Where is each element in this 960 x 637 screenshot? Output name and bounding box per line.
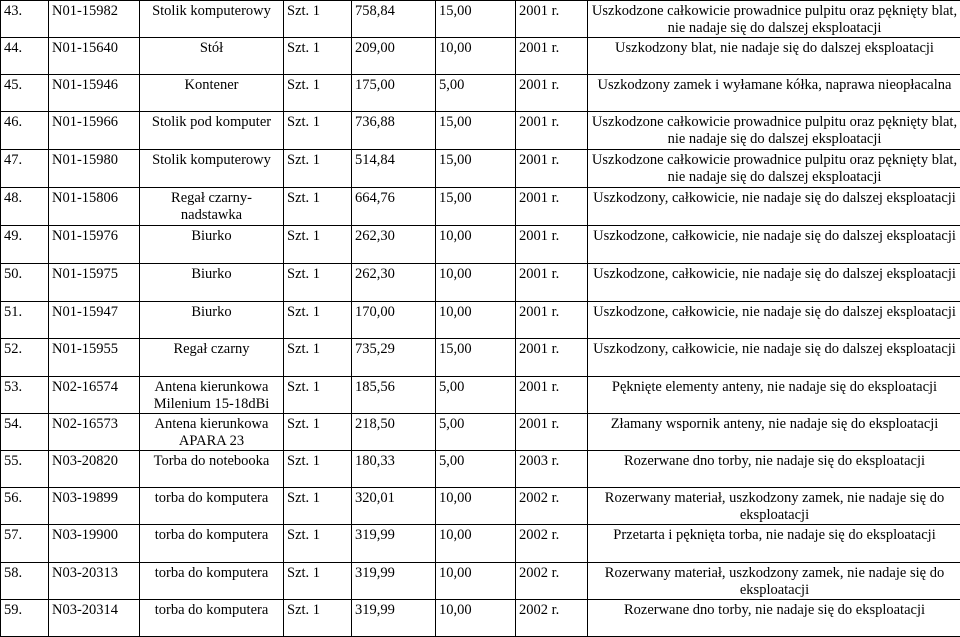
item-name: Antena kierunkowa Milenium 15-18dBi	[140, 377, 284, 414]
unit-quantity: Szt. 1	[284, 38, 352, 75]
table-row	[1, 75, 960, 112]
item-value: 735,29	[352, 339, 436, 377]
inventory-number: N02-16574	[49, 377, 140, 414]
acquisition-year: 2001 r.	[516, 226, 588, 264]
item-name: torba do komputera	[140, 488, 284, 525]
item-name: Torba do notebooka	[140, 451, 284, 488]
damage-description: Przetarta i pęknięta torba, nie nadaje się do eksploatacji	[588, 525, 960, 563]
row-number: 44.	[1, 38, 49, 75]
table-row	[1, 377, 960, 414]
inventory-number: N01-15975	[49, 264, 140, 302]
table-row	[1, 525, 960, 563]
inventory-number: N03-19900	[49, 525, 140, 563]
inventory-number: N01-15966	[49, 112, 140, 150]
unit-quantity: Szt. 1	[284, 188, 352, 226]
inventory-number: N01-15640	[49, 38, 140, 75]
depreciation-rate: 15,00	[436, 112, 516, 150]
row-number: 47.	[1, 150, 49, 188]
damage-description: Pęknięte elementy anteny, nie nadaje się do eksploatacji	[588, 377, 960, 414]
depreciation-rate: 10,00	[436, 488, 516, 525]
acquisition-year: 2001 r.	[516, 75, 588, 112]
unit-quantity: Szt. 1	[284, 525, 352, 563]
damage-description: Rozerwane dno torby, nie nadaje się do eksploatacji	[588, 451, 960, 488]
item-name: Stolik komputerowy	[140, 150, 284, 188]
acquisition-year: 2002 r.	[516, 600, 588, 637]
item-name: Regał czarny	[140, 339, 284, 377]
acquisition-year: 2001 r.	[516, 414, 588, 451]
damage-description: Uszkodzony, całkowicie, nie nadaje się do dalszej eksploatacji	[588, 188, 960, 226]
item-value: 664,76	[352, 188, 436, 226]
item-value: 758,84	[352, 1, 436, 38]
unit-quantity: Szt. 1	[284, 563, 352, 600]
item-name: Biurko	[140, 226, 284, 264]
item-value: 320,01	[352, 488, 436, 525]
item-name: Stolik komputerowy	[140, 1, 284, 38]
row-number: 52.	[1, 339, 49, 377]
unit-quantity: Szt. 1	[284, 302, 352, 339]
table-row	[1, 38, 960, 75]
unit-quantity: Szt. 1	[284, 75, 352, 112]
table-row	[1, 563, 960, 600]
unit-quantity: Szt. 1	[284, 112, 352, 150]
item-name: Stół	[140, 38, 284, 75]
depreciation-rate: 10,00	[436, 226, 516, 264]
row-number: 51.	[1, 302, 49, 339]
row-number: 55.	[1, 451, 49, 488]
row-number: 57.	[1, 525, 49, 563]
acquisition-year: 2001 r.	[516, 112, 588, 150]
damage-description: Rozerwany materiał, uszkodzony zamek, nie nadaje się do eksploatacji	[588, 488, 960, 525]
damage-description: Uszkodzone, całkowicie, nie nadaje się do dalszej eksploatacji	[588, 302, 960, 339]
acquisition-year: 2001 r.	[516, 1, 588, 38]
table-row	[1, 1, 960, 38]
item-value: 262,30	[352, 226, 436, 264]
table-row	[1, 188, 960, 226]
inventory-number: N01-15955	[49, 339, 140, 377]
item-value: 262,30	[352, 264, 436, 302]
damage-description: Uszkodzone całkowicie prowadnice pulpitu oraz pęknięty blat, nie nadaje się do dalszej eksploatacji	[588, 1, 960, 38]
depreciation-rate: 10,00	[436, 38, 516, 75]
inventory-number: N01-15947	[49, 302, 140, 339]
inventory-number: N03-20820	[49, 451, 140, 488]
depreciation-rate: 15,00	[436, 188, 516, 226]
table-row	[1, 600, 960, 637]
depreciation-rate: 15,00	[436, 1, 516, 38]
item-value: 319,99	[352, 563, 436, 600]
damage-description: Uszkodzone, całkowicie, nie nadaje się do dalszej eksploatacji	[588, 264, 960, 302]
row-number: 50.	[1, 264, 49, 302]
depreciation-rate: 15,00	[436, 150, 516, 188]
depreciation-rate: 10,00	[436, 600, 516, 637]
acquisition-year: 2001 r.	[516, 339, 588, 377]
row-number: 59.	[1, 600, 49, 637]
acquisition-year: 2002 r.	[516, 525, 588, 563]
table-row	[1, 488, 960, 525]
acquisition-year: 2001 r.	[516, 38, 588, 75]
depreciation-rate: 5,00	[436, 377, 516, 414]
table-row	[1, 150, 960, 188]
acquisition-year: 2001 r.	[516, 377, 588, 414]
acquisition-year: 2002 r.	[516, 488, 588, 525]
item-value: 319,99	[352, 600, 436, 637]
inventory-number: N03-19899	[49, 488, 140, 525]
depreciation-rate: 10,00	[436, 525, 516, 563]
damage-description: Uszkodzone, całkowicie, nie nadaje się do dalszej eksploatacji	[588, 226, 960, 264]
row-number: 58.	[1, 563, 49, 600]
table-row	[1, 451, 960, 488]
unit-quantity: Szt. 1	[284, 150, 352, 188]
row-number: 48.	[1, 188, 49, 226]
item-name: Biurko	[140, 264, 284, 302]
item-name: Stolik pod komputer	[140, 112, 284, 150]
item-value: 185,56	[352, 377, 436, 414]
item-value: 180,33	[352, 451, 436, 488]
depreciation-rate: 5,00	[436, 75, 516, 112]
item-name: Biurko	[140, 302, 284, 339]
unit-quantity: Szt. 1	[284, 377, 352, 414]
table-row	[1, 302, 960, 339]
depreciation-rate: 5,00	[436, 414, 516, 451]
unit-quantity: Szt. 1	[284, 226, 352, 264]
damage-description: Uszkodzony blat, nie nadaje się do dalszej eksploatacji	[588, 38, 960, 75]
unit-quantity: Szt. 1	[284, 1, 352, 38]
item-value: 170,00	[352, 302, 436, 339]
acquisition-year: 2001 r.	[516, 188, 588, 226]
damage-description: Uszkodzone całkowicie prowadnice pulpitu oraz pęknięty blat, nie nadaje się do dalszej eksploatacji	[588, 112, 960, 150]
damage-description: Uszkodzone całkowicie prowadnice pulpitu oraz pęknięty blat, nie nadaje się do dalszej eksploatacji	[588, 150, 960, 188]
inventory-number: N02-16573	[49, 414, 140, 451]
item-name: Antena kierunkowa APARA 23	[140, 414, 284, 451]
unit-quantity: Szt. 1	[284, 488, 352, 525]
depreciation-rate: 15,00	[436, 339, 516, 377]
item-name: torba do komputera	[140, 563, 284, 600]
unit-quantity: Szt. 1	[284, 339, 352, 377]
item-name: Regał czarny-nadstawka	[140, 188, 284, 226]
inventory-number: N01-15980	[49, 150, 140, 188]
inventory-number: N01-15806	[49, 188, 140, 226]
inventory-number: N03-20314	[49, 600, 140, 637]
depreciation-rate: 10,00	[436, 563, 516, 600]
unit-quantity: Szt. 1	[284, 600, 352, 637]
acquisition-year: 2003 r.	[516, 451, 588, 488]
item-name: Kontener	[140, 75, 284, 112]
table-row	[1, 112, 960, 150]
item-value: 209,00	[352, 38, 436, 75]
damage-description: Uszkodzony zamek i wyłamane kółka, naprawa nieopłacalna	[588, 75, 960, 112]
item-value: 175,00	[352, 75, 436, 112]
item-value: 514,84	[352, 150, 436, 188]
row-number: 46.	[1, 112, 49, 150]
table-row	[1, 226, 960, 264]
table-row	[1, 339, 960, 377]
damage-description: Rozerwane dno torby, nie nadaje się do eksploatacji	[588, 600, 960, 637]
row-number: 45.	[1, 75, 49, 112]
inventory-number: N01-15982	[49, 1, 140, 38]
item-name: torba do komputera	[140, 600, 284, 637]
row-number: 54.	[1, 414, 49, 451]
row-number: 53.	[1, 377, 49, 414]
row-number: 49.	[1, 226, 49, 264]
damage-description: Rozerwany materiał, uszkodzony zamek, nie nadaje się do eksploatacji	[588, 563, 960, 600]
item-value: 319,99	[352, 525, 436, 563]
table-row	[1, 264, 960, 302]
item-name: torba do komputera	[140, 525, 284, 563]
row-number: 43.	[1, 1, 49, 38]
acquisition-year: 2002 r.	[516, 563, 588, 600]
item-value: 218,50	[352, 414, 436, 451]
unit-quantity: Szt. 1	[284, 451, 352, 488]
depreciation-rate: 5,00	[436, 451, 516, 488]
inventory-number: N01-15946	[49, 75, 140, 112]
depreciation-rate: 10,00	[436, 302, 516, 339]
row-number: 56.	[1, 488, 49, 525]
acquisition-year: 2001 r.	[516, 264, 588, 302]
damage-description: Uszkodzony, całkowicie, nie nadaje się do dalszej eksploatacji	[588, 339, 960, 377]
unit-quantity: Szt. 1	[284, 414, 352, 451]
item-value: 736,88	[352, 112, 436, 150]
inventory-number: N01-15976	[49, 226, 140, 264]
acquisition-year: 2001 r.	[516, 302, 588, 339]
acquisition-year: 2001 r.	[516, 150, 588, 188]
depreciation-rate: 10,00	[436, 264, 516, 302]
damage-description: Złamany wspornik anteny, nie nadaje się do eksploatacji	[588, 414, 960, 451]
table-row	[1, 414, 960, 451]
inventory-number: N03-20313	[49, 563, 140, 600]
unit-quantity: Szt. 1	[284, 264, 352, 302]
